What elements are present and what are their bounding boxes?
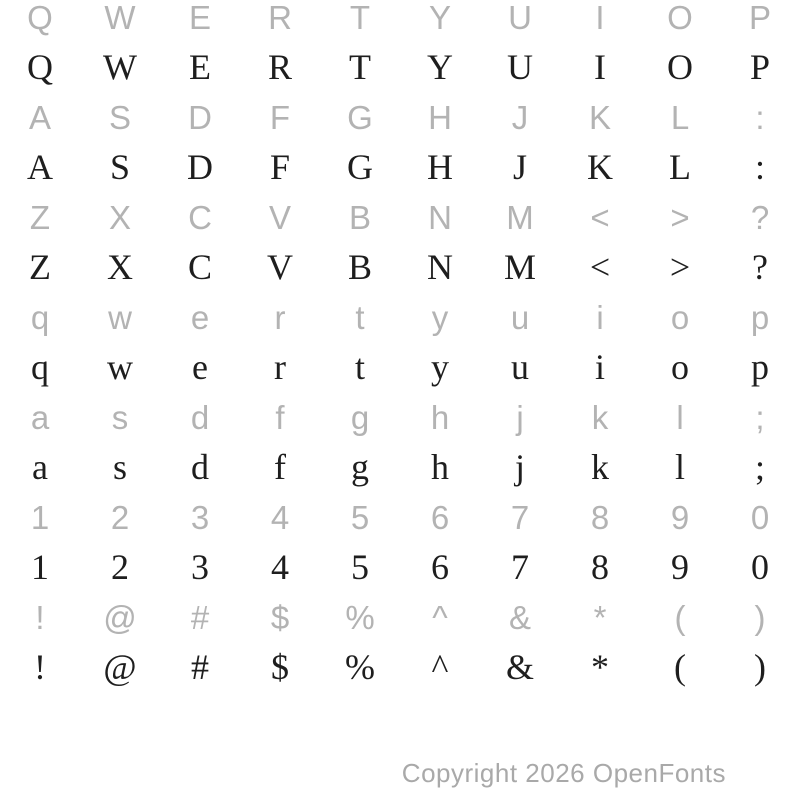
- glyph-cell: w: [107, 347, 133, 387]
- glyph-cell: E: [189, 47, 211, 87]
- glyph-cell: 2: [110, 498, 130, 536]
- glyph-cell: h: [431, 447, 449, 487]
- glyph-cell: J: [511, 98, 529, 136]
- glyph-cell: B: [348, 198, 371, 236]
- glyph-cell: D: [188, 98, 212, 136]
- glyph-cell: !: [34, 647, 46, 687]
- glyph-cell: f: [274, 447, 286, 487]
- glyph-cell: g: [350, 398, 370, 436]
- glyph-cell: k: [591, 447, 609, 487]
- glyph-cell: I: [595, 0, 605, 36]
- glyph-cell: Z: [29, 198, 51, 236]
- glyph-cell: 7: [510, 498, 530, 536]
- lowercase-top-row-pair: [0, 292, 800, 392]
- glyph-cell: ;: [754, 447, 765, 487]
- glyph-cell: o: [671, 347, 689, 387]
- glyph-cell: &: [508, 598, 531, 636]
- glyph-cell: %: [345, 647, 375, 687]
- digits-row-preview-line: [0, 542, 800, 592]
- glyph-cell: V: [268, 198, 291, 236]
- glyph-cell: #: [190, 598, 210, 636]
- glyph-cell: P: [748, 0, 771, 36]
- glyph-cell: r: [274, 347, 286, 387]
- glyph-cell: F: [269, 147, 291, 187]
- lowercase-top-row-preview-line: [0, 342, 800, 392]
- glyph-cell: o: [670, 298, 690, 336]
- glyph-cell: (: [674, 647, 686, 687]
- glyph-cell: L: [669, 147, 691, 187]
- symbols-row-pair: [0, 592, 800, 692]
- uppercase-home-row-preview-line: [0, 142, 800, 192]
- glyph-cell: A: [28, 98, 51, 136]
- glyph-cell: W: [103, 47, 137, 87]
- glyph-cell: K: [588, 98, 611, 136]
- glyph-cell: q: [31, 347, 49, 387]
- glyph-cell: ^: [431, 647, 449, 687]
- glyph-cell: ?: [752, 247, 768, 287]
- glyph-cell: K: [587, 147, 613, 187]
- glyph-cell: S: [108, 98, 131, 136]
- glyph-cell: H: [427, 147, 453, 187]
- glyph-cell: L: [670, 98, 690, 136]
- lowercase-home-row-reference-line: [0, 392, 800, 442]
- uppercase-bottom-row-pair: [0, 192, 800, 292]
- glyph-cell: 1: [30, 498, 50, 536]
- glyph-cell: s: [112, 447, 127, 487]
- glyph-cell: U: [508, 0, 532, 36]
- glyph-cell: ): [754, 647, 766, 687]
- glyph-cell: X: [107, 247, 133, 287]
- glyph-cell: X: [108, 198, 131, 236]
- glyph-cell: R: [268, 0, 292, 36]
- glyph-cell: e: [190, 298, 210, 336]
- glyph-cell: C: [188, 198, 212, 236]
- glyph-cell: 4: [271, 547, 289, 587]
- glyph-cell: O: [667, 0, 693, 36]
- glyph-cell: w: [108, 298, 132, 336]
- glyph-cell: 0: [750, 498, 770, 536]
- glyph-cell: %: [345, 598, 375, 636]
- glyph-cell: U: [507, 47, 533, 87]
- glyph-cell: 5: [350, 498, 370, 536]
- glyph-cell: A: [27, 147, 53, 187]
- glyph-cell: d: [191, 447, 209, 487]
- uppercase-top-row-pair: [0, 0, 800, 92]
- glyph-cell: $: [271, 647, 289, 687]
- glyph-cell: j: [516, 398, 524, 436]
- glyph-cell: Z: [29, 247, 51, 287]
- digits-row-pair: [0, 492, 800, 592]
- glyph-cell: #: [191, 647, 209, 687]
- glyph-cell: >: [670, 198, 690, 236]
- lowercase-top-row-reference-line: [0, 292, 800, 342]
- glyph-cell: $: [270, 598, 290, 636]
- glyph-cell: h: [430, 398, 450, 436]
- glyph-cell: F: [269, 98, 291, 136]
- glyph-cell: p: [751, 347, 769, 387]
- glyph-cell: Q: [27, 47, 53, 87]
- glyph-cell: N: [427, 247, 453, 287]
- glyph-cell: i: [596, 298, 604, 336]
- glyph-cell: 6: [430, 498, 450, 536]
- glyph-cell: C: [187, 247, 212, 287]
- glyph-cell: 9: [671, 547, 689, 587]
- glyph-cell: 6: [431, 547, 449, 587]
- glyph-cell: *: [591, 647, 609, 687]
- uppercase-top-row-preview-line: [0, 42, 800, 92]
- glyph-cell: B: [347, 247, 372, 287]
- glyph-cell: G: [347, 98, 373, 136]
- glyph-cell: 3: [190, 498, 210, 536]
- uppercase-bottom-row-preview-line: [0, 242, 800, 292]
- glyph-cell: <: [590, 198, 610, 236]
- uppercase-home-row-reference-line: [0, 92, 800, 142]
- glyph-cell: s: [111, 398, 129, 436]
- glyph-cell: t: [355, 298, 365, 336]
- glyph-cell: T: [349, 47, 371, 87]
- glyph-cell: ?: [750, 198, 770, 236]
- glyph-cell: *: [593, 598, 607, 636]
- glyph-cell: M: [506, 198, 534, 236]
- glyph-cell: Y: [428, 0, 451, 36]
- glyph-cell: G: [347, 147, 373, 187]
- glyph-cell: f: [275, 398, 285, 436]
- glyph-cell: V: [267, 247, 293, 287]
- lowercase-home-row-preview-line: [0, 442, 800, 492]
- glyph-cell: I: [594, 47, 606, 87]
- glyph-cell: <: [589, 247, 611, 287]
- glyph-cell: 7: [511, 547, 529, 587]
- glyph-cell: N: [428, 198, 452, 236]
- glyph-cell: ;: [755, 398, 765, 436]
- glyph-cell: e: [192, 347, 208, 387]
- glyph-cell: l: [676, 398, 684, 436]
- glyph-cell: 2: [111, 547, 129, 587]
- glyph-cell: H: [428, 98, 452, 136]
- glyph-cell: S: [109, 147, 131, 187]
- glyph-cell: 3: [191, 547, 209, 587]
- glyph-cell: Q: [27, 0, 53, 36]
- glyph-cell: J: [512, 147, 527, 187]
- glyph-cell: 4: [270, 498, 290, 536]
- glyph-cell: 9: [670, 498, 690, 536]
- glyph-cell: 0: [751, 547, 769, 587]
- glyph-cell: t: [354, 347, 365, 387]
- glyph-cell: y: [431, 347, 449, 387]
- uppercase-top-row-reference-line: [0, 0, 800, 42]
- glyph-cell: T: [349, 0, 371, 36]
- glyph-cell: P: [749, 47, 771, 87]
- lowercase-home-row-pair: [0, 392, 800, 492]
- glyph-cell: E: [188, 0, 211, 36]
- glyph-cell: R: [267, 47, 292, 87]
- glyph-cell: 8: [591, 547, 609, 587]
- glyph-cell: 8: [590, 498, 610, 536]
- digits-row-reference-line: [0, 492, 800, 542]
- glyph-cell: i: [594, 347, 605, 387]
- symbols-row-preview-line: [0, 642, 800, 692]
- glyph-cell: M: [503, 247, 536, 287]
- glyph-cell: &: [505, 647, 534, 687]
- glyph-cell: l: [674, 447, 685, 487]
- glyph-cell: @: [103, 598, 137, 636]
- glyph-cell: y: [431, 298, 449, 336]
- glyph-cell: d: [190, 398, 210, 436]
- glyph-cell: Y: [427, 47, 453, 87]
- glyph-cell: :: [755, 98, 765, 136]
- glyph-cell: g: [351, 447, 369, 487]
- glyph-cell: j: [514, 447, 525, 487]
- glyph-cell: a: [32, 447, 48, 487]
- glyph-cell: W: [104, 0, 136, 36]
- glyph-cell: @: [103, 647, 137, 687]
- glyph-cell: :: [754, 147, 765, 187]
- glyph-cell: u: [510, 298, 530, 336]
- glyph-cell: (: [674, 598, 686, 636]
- glyph-cell: D: [187, 147, 213, 187]
- glyph-cell: q: [30, 298, 50, 336]
- copyright-text: Copyright 2026 OpenFonts: [401, 758, 726, 788]
- glyph-cell: ^: [432, 598, 448, 636]
- glyph-cell: >: [669, 247, 691, 287]
- uppercase-bottom-row-reference-line: [0, 192, 800, 242]
- glyph-cell: O: [667, 47, 693, 87]
- glyph-cell: p: [750, 298, 770, 336]
- uppercase-home-row-pair: [0, 92, 800, 192]
- glyph-cell: r: [274, 298, 286, 336]
- glyph-cell: !: [35, 598, 45, 636]
- glyph-cell: u: [511, 347, 529, 387]
- glyph-cell: 5: [351, 547, 369, 587]
- symbols-row-reference-line: [0, 592, 800, 642]
- glyph-cell: a: [30, 398, 50, 436]
- glyph-cell: 1: [31, 547, 49, 587]
- glyph-cell: k: [591, 398, 609, 436]
- glyph-cell: ): [754, 598, 766, 636]
